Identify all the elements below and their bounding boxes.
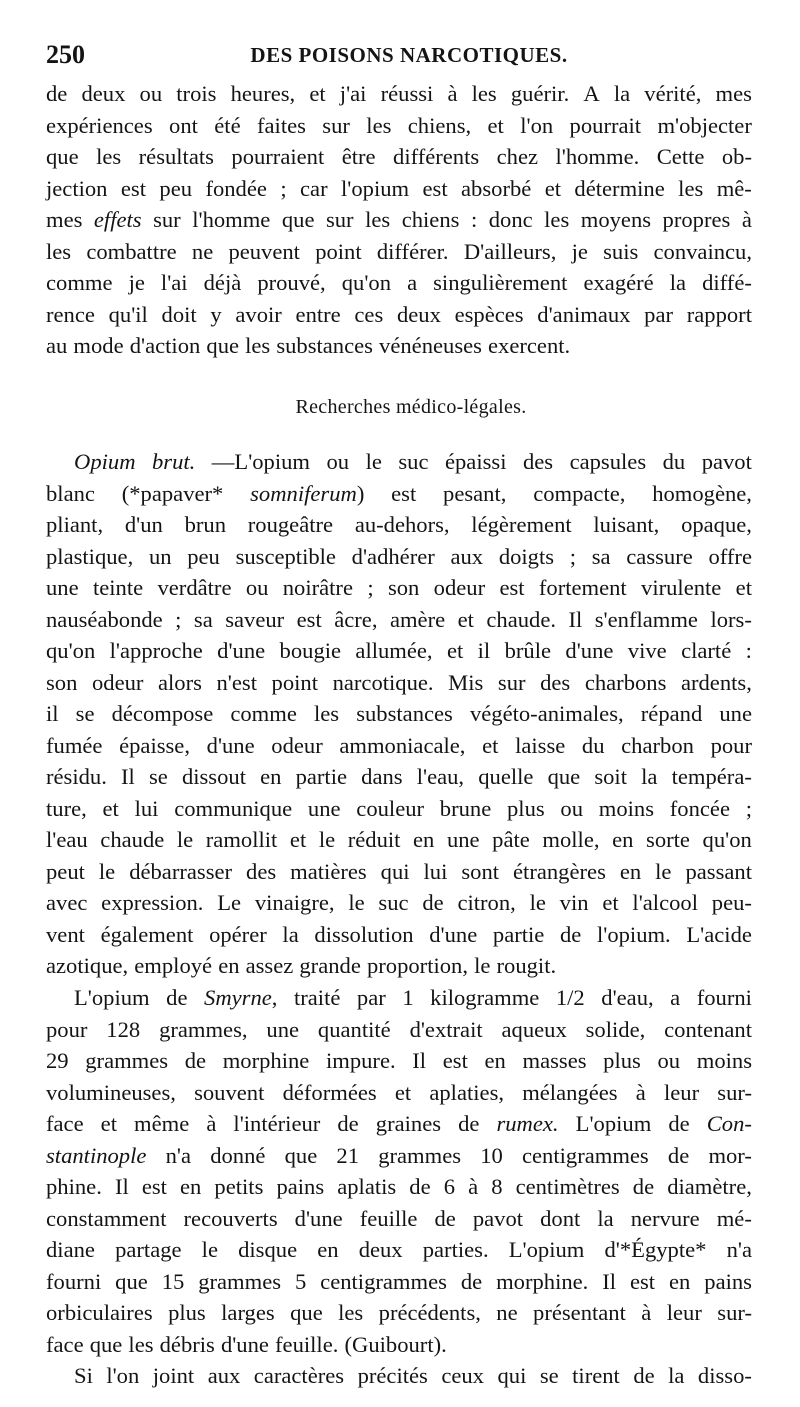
text-line: orbiculaires plus larges que les précédents, ne présentant à leur sur- xyxy=(46,1300,752,1325)
text-line: de deux ou trois heures, et j'ai réussi à les guérir. A la vérité, mes xyxy=(46,81,752,106)
text-line: phine. Il est en petits pains aplatis de 6 à 8 centimètres de diamètre, xyxy=(46,1174,752,1199)
page-number: 250 xyxy=(46,40,85,69)
text-line: une teinte verdâtre ou noirâtre ; son odeur est fortement virulente et xyxy=(46,575,752,600)
text-line: pliant, d'un brun rougeâtre au-dehors, légèrement luisant, opaque, xyxy=(46,512,752,537)
text-line: peut le débarrasser des matières qui lui sont étrangères en le passant xyxy=(46,858,752,884)
text-line: Opium brut. —L'opium ou le suc épaissi des capsules du pavot xyxy=(74,449,752,474)
text-line: 29 grammes de morphine impure. Il est en masses plus ou moins xyxy=(46,1048,752,1073)
text-line: azotique, employé en assez grande proportion, le rougit. xyxy=(46,953,557,978)
text-line: avec expression. Le vinaigre, le suc de citron, le vin et l'alcool peu- xyxy=(46,890,752,915)
text-line: vent également opérer la dissolution d'une partie de l'opium. L'acide xyxy=(46,921,752,947)
text-line: l'eau chaude le ramollit et le réduit en une pâte molle, en sorte qu'on xyxy=(46,827,752,852)
paragraph-antidote-conclusion xyxy=(46,78,752,362)
text-line: rence qu'il doit y avoir entre ces deux espèces d'animaux par rapport xyxy=(46,301,752,327)
text-line: qu'on l'approche d'une bougie allumée, et il brûle d'une vive clarté : xyxy=(46,638,752,663)
text-line: stantinople n'a donné que 21 grammes 10 centigrammes de mor- xyxy=(46,1142,752,1168)
text-line: L'opium de Smyrne, traité par 1 kilogramme 1/2 d'eau, a fourni xyxy=(74,985,752,1010)
text-line: fumée épaisse, d'une odeur ammoniacale, et laisse du charbon pour xyxy=(46,732,752,758)
text-line: constamment recouverts d'une feuille de pavot dont la nervure mé- xyxy=(46,1205,752,1231)
text-line: il se décompose comme les substances végéto-animales, répand une xyxy=(46,701,752,726)
text-line: les combattre ne peuvent point différer. D'ailleurs, je suis convaincu, xyxy=(46,238,752,264)
text-line: comme je l'ai déjà prouvé, qu'on a singulièrement exagéré la diffé- xyxy=(46,270,752,295)
text-line: au mode d'action que les substances vénéneuses exercent. xyxy=(46,333,571,358)
text-line: face et même à l'intérieur de graines de rumex. L'opium de Con- xyxy=(46,1111,752,1136)
text-line: plastique, un peu susceptible d'adhérer aux doigts ; sa cassure offre xyxy=(46,543,752,569)
text-line: expériences ont été faites sur les chiens, et l'on pourrait m'objecter xyxy=(46,112,752,138)
text-line: pour 128 grammes, une quantité d'extrait aqueux solide, contenant xyxy=(46,1016,752,1042)
text-line: mes effets sur l'homme que sur les chiens : donc les moyens propres à xyxy=(46,207,752,232)
paragraph-crude-opium xyxy=(46,446,752,982)
text-line: fourni que 15 grammes 5 centigrammes de morphine. Il est en pains xyxy=(46,1268,752,1294)
text-line: ture, et lui communique une couleur brune plus ou moins foncée ; xyxy=(46,795,752,821)
text-line: volumineuses, souvent déformées et aplaties, mélangées à leur sur- xyxy=(46,1079,752,1105)
text-line: que les résultats pourraient être différents chez l'homme. Cette ob- xyxy=(46,144,752,169)
section-heading: Recherches médico-légales. xyxy=(295,396,527,418)
running-title: DES POISONS NARCOTIQUES. xyxy=(250,43,568,67)
text-line: résidu. Il se dissout en partie dans l'eau, quelle que soit la tempéra- xyxy=(46,764,752,789)
text-line: face que les débris d'une feuille. (Guibourt). xyxy=(46,1331,447,1357)
text-line: son odeur alors n'est point narcotique. Mis sur des charbons ardents, xyxy=(46,669,752,695)
paragraph-opium-varieties xyxy=(46,982,752,1392)
text-line: nauséabonde ; sa saveur est âcre, amère et chaude. Il s'enflamme lors- xyxy=(46,606,752,632)
text-line: blanc (*papaver* somniferum) est pesant, compacte, homogène, xyxy=(46,480,752,506)
text-line: diane partage le disque en deux parties. L'opium d'*Égypte* n'a xyxy=(46,1237,752,1262)
text-line: jection est peu fondée ; car l'opium est absorbé et détermine les mê- xyxy=(46,175,752,201)
page-header xyxy=(46,40,758,76)
text-line: Si l'on joint aux caractères précités ceux qui se tirent de la disso- xyxy=(74,1363,752,1388)
